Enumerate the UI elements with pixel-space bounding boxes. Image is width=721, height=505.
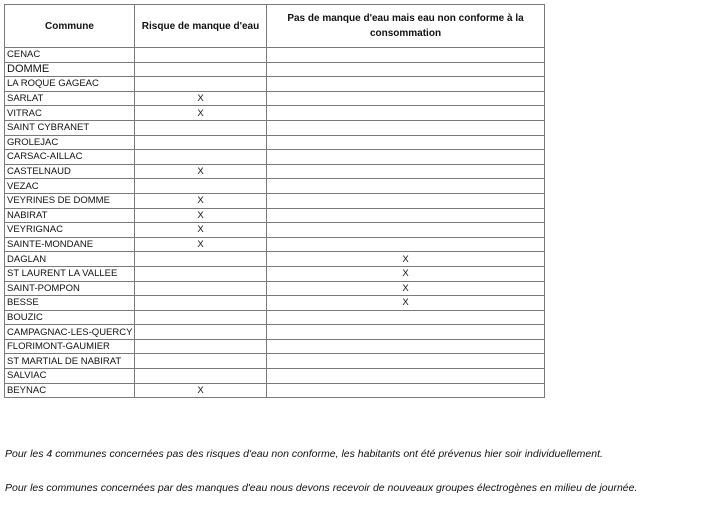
table-row xyxy=(5,120,545,135)
risk-mark xyxy=(135,310,267,325)
table-row xyxy=(5,266,545,281)
table-row xyxy=(5,354,545,369)
risk-mark xyxy=(135,325,267,340)
table-row xyxy=(5,193,545,208)
commune-name: VEYRIGNAC xyxy=(5,223,135,238)
table-row xyxy=(5,310,545,325)
table-row xyxy=(5,252,545,267)
table-row xyxy=(5,106,545,121)
commune-name: FLORIMONT-GAUMIER xyxy=(5,339,135,354)
header-commune: Commune xyxy=(5,5,135,48)
table-row xyxy=(5,296,545,311)
table-row xyxy=(5,135,545,150)
commune-name: DAGLAN xyxy=(5,252,135,267)
commune-name: CASTELNAUD xyxy=(5,164,135,179)
table-row xyxy=(5,91,545,106)
risk-mark: X xyxy=(135,237,267,252)
commune-name: CAMPAGNAC-LES-QUERCY xyxy=(5,325,135,340)
table-row xyxy=(5,77,545,92)
risk-mark: X xyxy=(135,223,267,238)
risk-mark xyxy=(135,252,267,267)
risk-mark xyxy=(135,339,267,354)
commune-name: DOMME xyxy=(5,62,135,77)
non-conform-mark xyxy=(267,62,545,77)
non-conform-mark xyxy=(267,91,545,106)
risk-mark: X xyxy=(135,383,267,398)
commune-name: SARLAT xyxy=(5,91,135,106)
table-row xyxy=(5,325,545,340)
non-conform-mark: X xyxy=(267,266,545,281)
non-conform-mark: X xyxy=(267,252,545,267)
non-conform-mark: X xyxy=(267,281,545,296)
risk-mark xyxy=(135,48,267,63)
commune-name: VEZAC xyxy=(5,179,135,194)
commune-name: VITRAC xyxy=(5,106,135,121)
non-conform-mark xyxy=(267,383,545,398)
risk-mark xyxy=(135,150,267,165)
risk-mark: X xyxy=(135,208,267,223)
non-conform-mark xyxy=(267,106,545,121)
non-conform-mark: X xyxy=(267,296,545,311)
non-conform-mark xyxy=(267,179,545,194)
commune-name: ST MARTIAL DE NABIRAT xyxy=(5,354,135,369)
commune-name: ST LAURENT LA VALLEE xyxy=(5,266,135,281)
non-conform-mark xyxy=(267,164,545,179)
non-conform-mark xyxy=(267,193,545,208)
header-non-conform: Pas de manque d'eau mais eau non conforme à la consommation xyxy=(267,5,545,48)
table-row xyxy=(5,383,545,398)
commune-name: BESSE xyxy=(5,296,135,311)
non-conform-mark xyxy=(267,339,545,354)
risk-mark: X xyxy=(135,193,267,208)
non-conform-mark xyxy=(267,135,545,150)
shortage-note: Pour les communes concernées par des manques d'eau nous devons recevoir de nouveaux groupes électrogènes en milieu de journée. xyxy=(5,482,638,494)
table-row xyxy=(5,223,545,238)
non-conform-mark xyxy=(267,77,545,92)
table-row xyxy=(5,339,545,354)
commune-name: NABIRAT xyxy=(5,208,135,223)
non-conform-mark xyxy=(267,354,545,369)
commune-name: VEYRINES DE DOMME xyxy=(5,193,135,208)
commune-name: SAINT CYBRANET xyxy=(5,120,135,135)
risk-mark: X xyxy=(135,164,267,179)
table-row xyxy=(5,164,545,179)
commune-name: GROLEJAC xyxy=(5,135,135,150)
risk-mark xyxy=(135,62,267,77)
commune-name: BOUZIC xyxy=(5,310,135,325)
risk-mark xyxy=(135,296,267,311)
table-row xyxy=(5,179,545,194)
table-row xyxy=(5,62,545,77)
risk-mark xyxy=(135,179,267,194)
commune-name: LA ROQUE GAGEAC xyxy=(5,77,135,92)
commune-water-table xyxy=(4,4,545,398)
commune-name: SALVIAC xyxy=(5,369,135,384)
risk-mark xyxy=(135,281,267,296)
commune-name: BEYNAC xyxy=(5,383,135,398)
non-conform-note: Pour les 4 communes concernées pas des risques d'eau non conforme, les habitants ont été prévenus hier soir individuellement. xyxy=(5,448,603,460)
table-header-row xyxy=(5,5,545,48)
risk-mark xyxy=(135,354,267,369)
non-conform-mark xyxy=(267,120,545,135)
commune-name: SAINT-POMPON xyxy=(5,281,135,296)
table-row xyxy=(5,237,545,252)
non-conform-mark xyxy=(267,237,545,252)
header-risk: Risque de manque d'eau xyxy=(135,5,267,48)
risk-mark xyxy=(135,135,267,150)
non-conform-mark xyxy=(267,310,545,325)
non-conform-mark xyxy=(267,208,545,223)
risk-mark xyxy=(135,266,267,281)
non-conform-mark xyxy=(267,369,545,384)
commune-name: CARSAC-AILLAC xyxy=(5,150,135,165)
table-row xyxy=(5,369,545,384)
table-row xyxy=(5,208,545,223)
risk-mark: X xyxy=(135,91,267,106)
risk-mark: X xyxy=(135,106,267,121)
risk-mark xyxy=(135,369,267,384)
commune-name: SAINTE-MONDANE xyxy=(5,237,135,252)
commune-name: CENAC xyxy=(5,48,135,63)
non-conform-mark xyxy=(267,325,545,340)
risk-mark xyxy=(135,77,267,92)
non-conform-mark xyxy=(267,150,545,165)
table-row xyxy=(5,281,545,296)
risk-mark xyxy=(135,120,267,135)
table-row xyxy=(5,150,545,165)
non-conform-mark xyxy=(267,223,545,238)
table-row xyxy=(5,48,545,63)
non-conform-mark xyxy=(267,48,545,63)
